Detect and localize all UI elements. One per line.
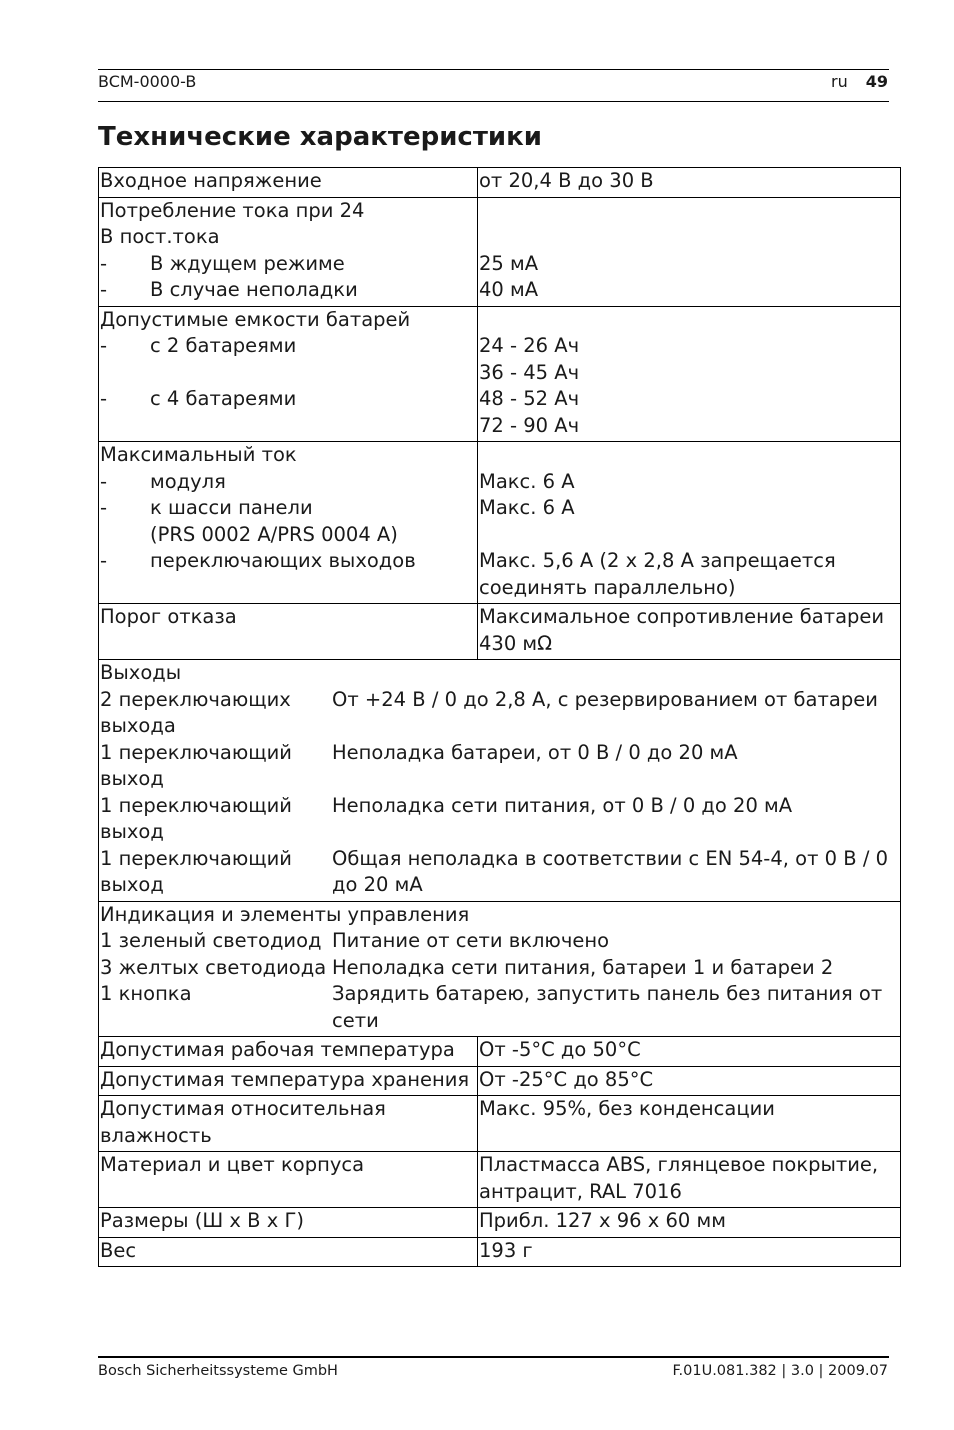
spec-row-material [99, 1152, 901, 1208]
spec-row-current [99, 197, 901, 306]
spec-value: От -5°C до 50°C [478, 1037, 901, 1067]
spec-label: Допустимые емкости батарей - с 2 батареями - с 4 батареями [99, 306, 478, 442]
spec-indication-cell: Индикация и элементы управления 1 зеленый светодиод Питание от сети включено 3 желтых светодиода Неполадка сети питания, батареи 1 и батареи 2 1 кнопка Зарядить батарею, запустить панель без питания от сети [99, 901, 901, 1037]
spec-value: 25 мА 40 мА [478, 197, 901, 306]
list-item: 2 переключающих выхода От +24 В / 0 до 2,8 А, с резервированием от батареи [100, 687, 878, 737]
spec-label: Материал и цвет корпуса [99, 1152, 478, 1208]
spec-label: Порог отказа [99, 604, 478, 660]
list-item: - В ждущем режиме [100, 251, 345, 275]
spec-row-threshold [99, 604, 901, 660]
list-item: 1 переключающий выход Общая неполадка в соответствии с EN 54-4, от 0 В / 0 до 20 мА [100, 846, 888, 896]
footer-company: Bosch Sicherheitssysteme GmbH [98, 1363, 338, 1379]
header-bottom-rule [98, 101, 889, 102]
spec-label: Допустимая температура хранения [99, 1066, 478, 1096]
footer-doc-info: F.01U.081.382 | 3.0 | 2009.07 [672, 1363, 888, 1379]
list-item: 3 желтых светодиода Неполадка сети питания, батареи 1 и батареи 2 [100, 955, 834, 979]
spec-row-voltage [99, 168, 901, 198]
spec-label: Вес [99, 1237, 478, 1267]
spec-outputs-cell: Выходы 2 переключающих выхода От +24 В / 0 до 2,8 А, с резервированием от батареи 1 переключающий выход Неполадка батареи, от 0 В / 0 до 20 мА 1 переключающий выход Неполадка сети питания, от 0 В / 0 до 20 мА 1 переключающий выход Общая неполадка в соответствии с EN 54-4, от 0 В / 0 до 20 мА [99, 660, 901, 902]
list-item: - с 4 батареями [100, 387, 297, 410]
spec-value: 24 - 26 Ач 36 - 45 Ач 48 - 52 Ач 72 - 90 Ач [478, 306, 901, 442]
spec-row-outputs [99, 660, 901, 902]
spec-label: Допустимая относительная влажность [99, 1096, 478, 1152]
list-item: - переключающих выходов [100, 549, 416, 572]
spec-label: Допустимая рабочая температура [99, 1037, 478, 1067]
header-page-info [831, 72, 888, 91]
spec-value: Пластмасса ABS, глянцевое покрытие, антрацит, RAL 7016 [478, 1152, 901, 1208]
list-item: - с 2 батареями [100, 334, 297, 357]
spec-row-indication [99, 901, 901, 1037]
page-title: Технические характеристики [98, 122, 542, 152]
list-item: - В случае неполадки [100, 278, 358, 301]
spec-row-max-current [99, 442, 901, 604]
list-item: 1 зеленый светодиод Питание от сети включено [100, 929, 610, 952]
header-top-rule [98, 69, 889, 70]
header-lang: ru [831, 72, 848, 91]
spec-value: От -25°C до 85°C [478, 1066, 901, 1096]
spec-table [98, 167, 901, 1267]
list-item: - модуля [100, 469, 226, 493]
list-item: 1 переключающий выход Неполадка сети питания, от 0 В / 0 до 20 мА [100, 793, 793, 843]
spec-value: Макс. 6 А Макс. 6 А Макс. 5,6 А (2 x 2,8 А запрещается соединять параллельно) [478, 442, 901, 604]
spec-value: 193 г [478, 1237, 901, 1267]
list-item: - к шасси панели [100, 496, 313, 519]
list-item: 1 кнопка Зарядить батарею, запустить панель без питания от сети [100, 982, 883, 1032]
spec-value: Макс. 95%, без конденсации [478, 1096, 901, 1152]
spec-row-op-temp [99, 1037, 901, 1067]
spec-label: Размеры (Ш x В x Г) [99, 1208, 478, 1238]
page-number: 49 [865, 72, 888, 91]
spec-row-dimensions [99, 1208, 901, 1238]
spec-row-humidity [99, 1096, 901, 1152]
footer-rule [98, 1356, 889, 1358]
spec-row-battery [99, 306, 901, 442]
spec-row-weight [99, 1237, 901, 1267]
spec-value: от 20,4 В до 30 В [478, 168, 901, 198]
spec-label: Входное напряжение [99, 168, 478, 198]
spec-value: Максимальное сопротивление батареи 430 мΩ [478, 604, 901, 660]
spec-label: Максимальный ток - модуля - к шасси панели (PRS 0002 A/PRS 0004 A) - переключающих выходов [99, 442, 478, 604]
list-item: 1 переключающий выход Неполадка батареи, от 0 В / 0 до 20 мА [100, 740, 738, 790]
spec-row-storage-temp [99, 1066, 901, 1096]
spec-value: Прибл. 127 x 96 x 60 мм [478, 1208, 901, 1238]
header-model: BCM-0000-B [98, 72, 197, 91]
spec-label: Потребление тока при 24 В пост.тока - В ждущем режиме - В случае неполадки [99, 197, 478, 306]
